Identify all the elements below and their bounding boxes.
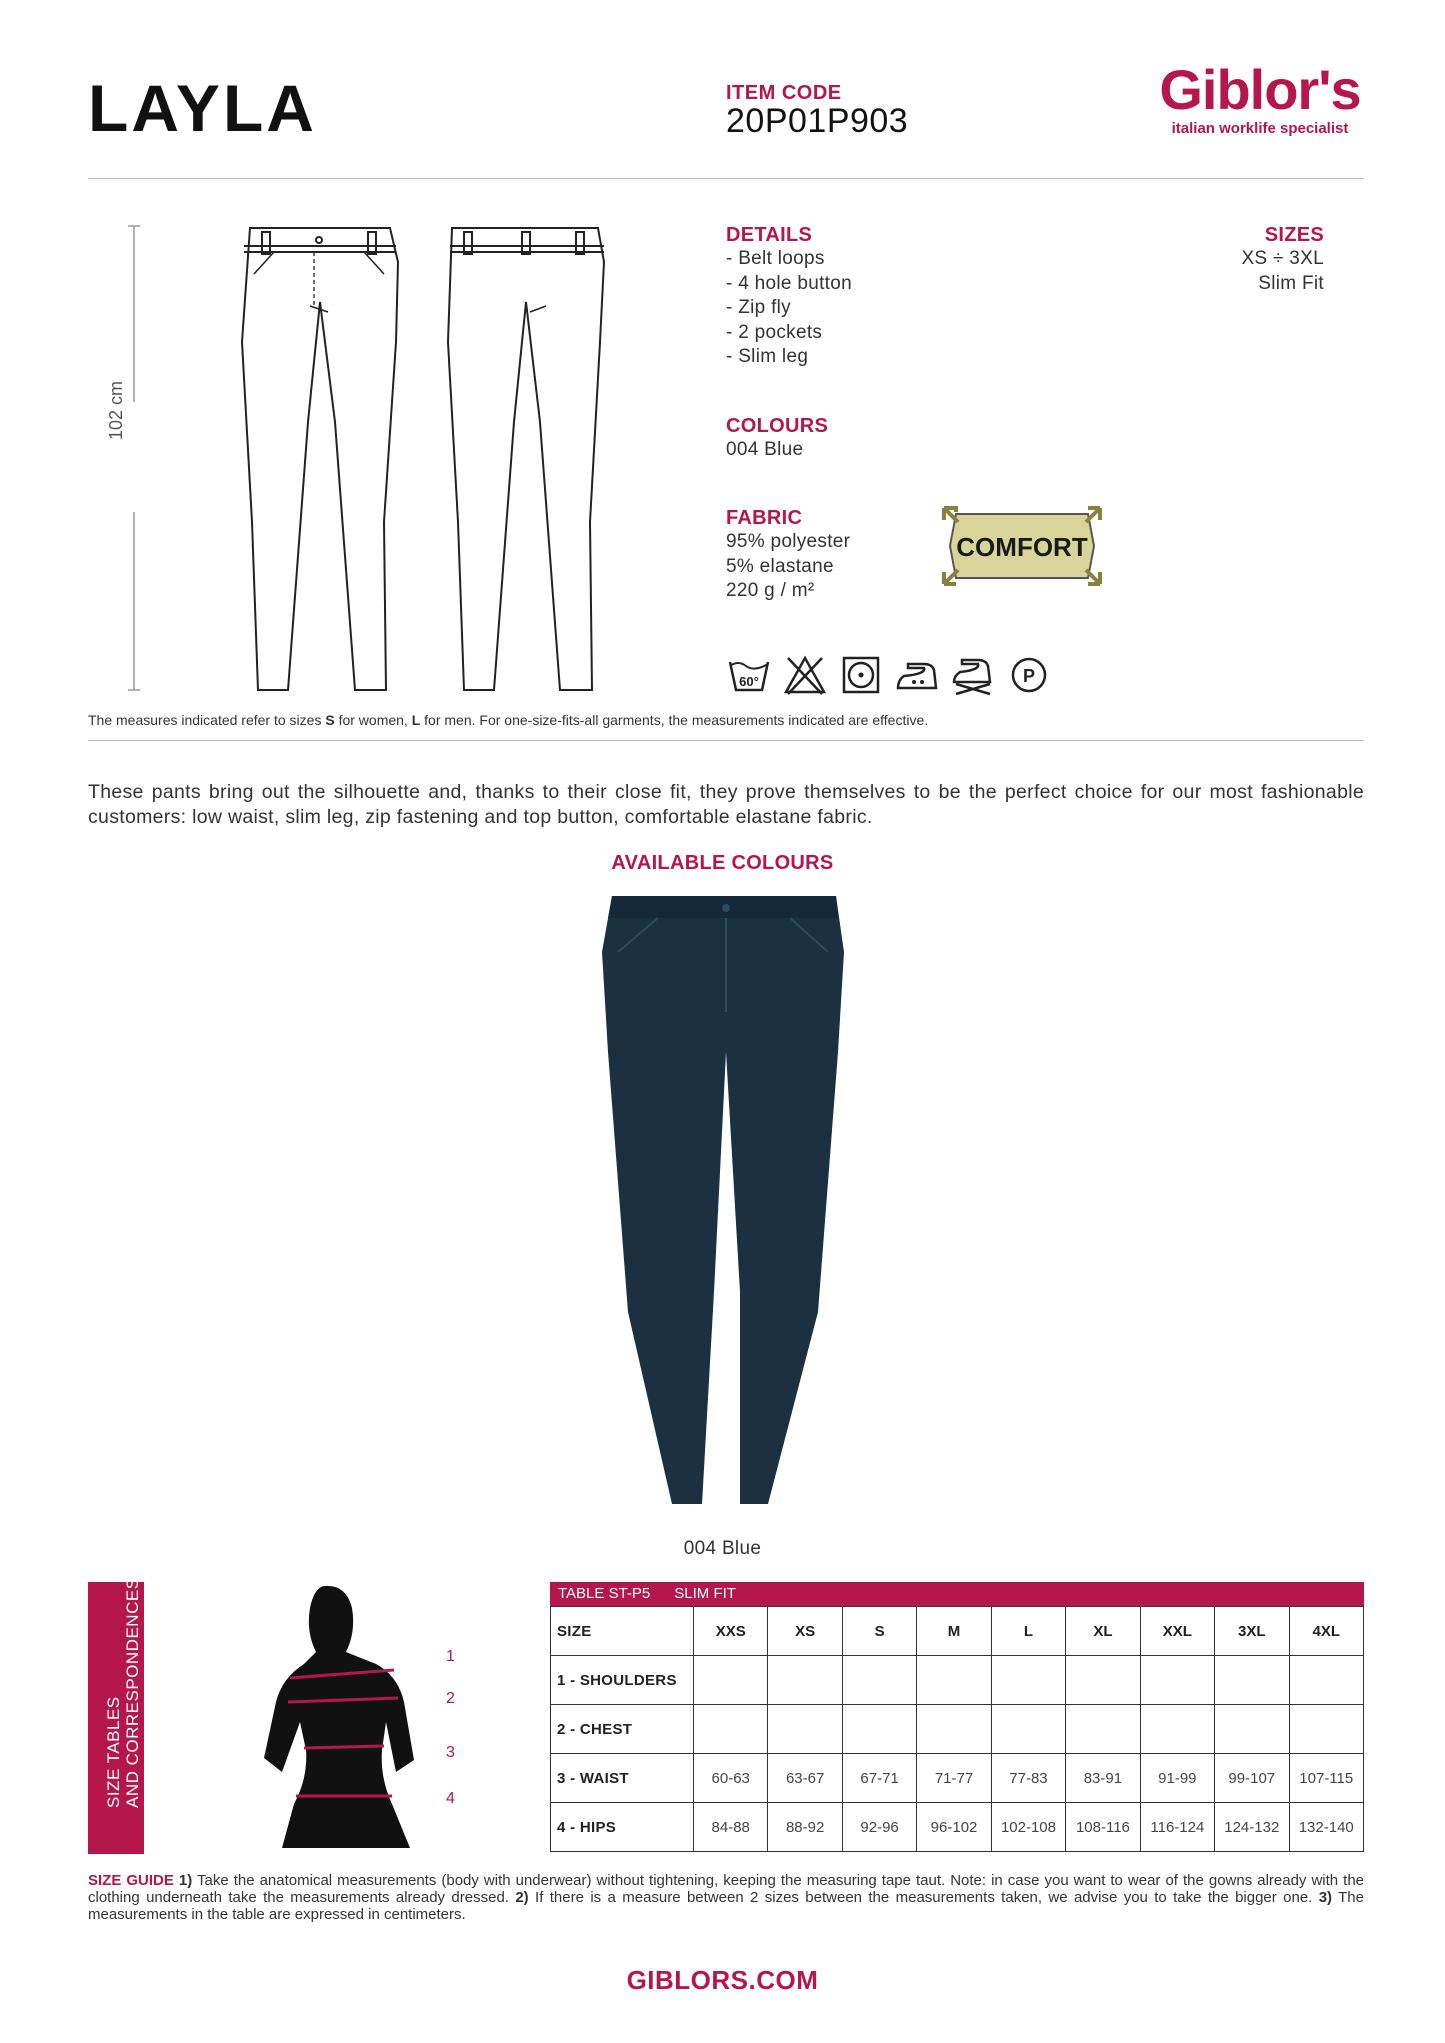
note-divider [88,740,1364,741]
table-cell [694,1656,768,1705]
table-cell: 84-88 [694,1803,768,1852]
table-cell: 124-132 [1215,1803,1289,1852]
fabric-title: FABRIC [726,507,803,529]
details-item: - Belt loops [726,248,825,269]
row-label: 2 - CHEST [551,1705,694,1754]
product-name: LAYLA [88,71,317,145]
table-cell [1289,1656,1364,1705]
figure-number: 2 [446,1690,455,1707]
size-header-cell: L [991,1607,1065,1656]
size-table [550,1582,1364,1852]
size-header-cell: M [917,1607,991,1656]
item-code-value: 20P01P903 [726,102,909,140]
product-description: These pants bring out the silhouette and, thanks to their close fit, they prove themselves to be the perfect choice for our most fashionable customers: low waist, slim leg, zip fastening and top button, comfortable elastane fabric. [88,781,1364,828]
size-header-cell: XS [768,1607,842,1656]
figure-number: 1 [446,1648,455,1665]
table-cell [1215,1705,1289,1754]
details-item: - 4 hole button [726,272,852,294]
table-cell: 102-108 [991,1803,1065,1852]
sizes-range: XS ÷ 3XL [1241,248,1324,269]
table-cell: 63-67 [768,1754,842,1803]
fabric-line: 220 g / m² [726,580,815,601]
table-cell [768,1656,842,1705]
table-cell [1066,1705,1140,1754]
logo-word: Giblor's [1159,58,1361,121]
table-cell: 132-140 [1289,1803,1364,1852]
body-measurement-figure [226,1582,436,1854]
fabric-section [726,507,850,604]
table-cell: 83-91 [1066,1754,1140,1803]
colours-title: COLOURS [726,415,829,437]
tumble-dry-icon [838,654,884,696]
figure-number: 3 [446,1744,455,1761]
website-link[interactable]: GIBLORS.COM [626,1965,819,1995]
back-view-drawing [448,228,604,690]
table-cell: 116-124 [1140,1803,1214,1852]
table-cell [842,1656,916,1705]
size-guide: SIZE GUIDE 1) Take the anatomical measurements (body with underwear) without tightening, keeping the measuring tape taut. Note: in case you want to wear of the gowns already with the clothing underneath take the measurements already dressed. 2) If there is a measure between 2 sizes between the measurements taken, we advise you to take the bigger one. 3) The measurements in the table are expressed in centimeters. [88,1872,1365,1923]
size-header-cell: XL [1066,1607,1140,1656]
table-fit: SLIM FIT [674,1585,736,1602]
table-cell: 96-102 [917,1803,991,1852]
size-grid [550,1606,1364,1852]
size-header-cell: XXS [694,1607,768,1656]
table-cell: 77-83 [991,1754,1065,1803]
details-item: - 2 pockets [726,321,823,343]
dry-clean-p-icon [1006,654,1052,696]
available-colours-title: AVAILABLE COLOURS [611,852,834,874]
size-table-header [550,1582,1364,1606]
table-cell: 71-77 [917,1754,991,1803]
size-header-label: SIZE [551,1607,694,1656]
size-header-cell: XXL [1140,1607,1214,1656]
measure-note: The measures indicated refer to sizes S for women, L for men. For one-size-fits-all garments, the measurements indicated are effective. [88,712,929,728]
table-row [551,1803,1364,1852]
item-code-label: ITEM CODE [726,82,842,104]
technical-drawing [118,222,618,692]
photo-caption: 004 Blue [683,1538,762,1559]
table-cell [694,1705,768,1754]
no-bleach-icon [782,654,828,696]
table-cell [1066,1656,1140,1705]
comfort-badge-text: COMFORT [956,532,1088,562]
header-divider [88,178,1364,179]
front-view-drawing [242,228,398,690]
fabric-line: 5% elastane [726,555,834,577]
table-code: TABLE ST-P5 [558,1585,651,1602]
svg-text:60°: 60° [739,674,759,689]
size-header-cell: 4XL [1289,1607,1364,1656]
row-label: 4 - HIPS [551,1803,694,1852]
table-cell: 67-71 [842,1754,916,1803]
height-dimension-line [128,226,140,690]
table-cell [1215,1656,1289,1705]
row-label: 3 - WAIST [551,1754,694,1803]
colours-value: 004 Blue [726,439,804,460]
table-cell: 108-116 [1066,1803,1140,1852]
colours-section [726,415,828,463]
table-cell [1289,1705,1364,1754]
table-cell: 92-96 [842,1803,916,1852]
side-label-line2: AND CORRESPONDENCES [123,1577,142,1808]
table-cell [768,1705,842,1754]
table-cell [991,1656,1065,1705]
table-row [551,1705,1364,1754]
table-row [551,1754,1364,1803]
sizes-title: SIZES [1264,224,1324,246]
table-cell [917,1656,991,1705]
fabric-line: 95% polyester [726,531,851,552]
no-steam-icon [950,654,996,696]
table-cell: 99-107 [1215,1754,1289,1803]
table-cell [917,1705,991,1754]
table-cell: 107-115 [1289,1754,1364,1803]
wash-60-icon [726,654,772,696]
table-cell [991,1705,1065,1754]
row-label: 1 - SHOULDERS [551,1656,694,1705]
table-cell [1140,1656,1214,1705]
details-item: - Slim leg [726,346,809,367]
comfort-badge [942,506,1102,586]
height-label: 102 cm [106,380,126,440]
product-photo [598,892,848,1512]
table-row [551,1656,1364,1705]
svg-text:P: P [1022,666,1036,686]
table-row [551,1607,1364,1656]
iron-medium-icon [894,654,940,696]
details-title: DETAILS [726,224,813,246]
sizes-fit: Slim Fit [1258,272,1324,294]
size-header-cell: 3XL [1215,1607,1289,1656]
table-cell [1140,1705,1214,1754]
details-section [726,224,852,370]
table-cell [842,1705,916,1754]
table-cell: 88-92 [768,1803,842,1852]
table-cell: 91-99 [1140,1754,1214,1803]
sizes-section [1100,224,1324,296]
giblors-logo [1150,58,1370,137]
care-icons [726,654,1052,696]
size-header-cell: S [842,1607,916,1656]
table-cell: 60-63 [694,1754,768,1803]
size-tables-side-label [88,1577,144,1854]
details-item: - Zip fly [726,297,791,318]
logo-tagline: italian worklife specialist [1171,120,1349,137]
figure-number: 4 [446,1790,455,1807]
side-label-line1: SIZE TABLES [104,1696,123,1808]
